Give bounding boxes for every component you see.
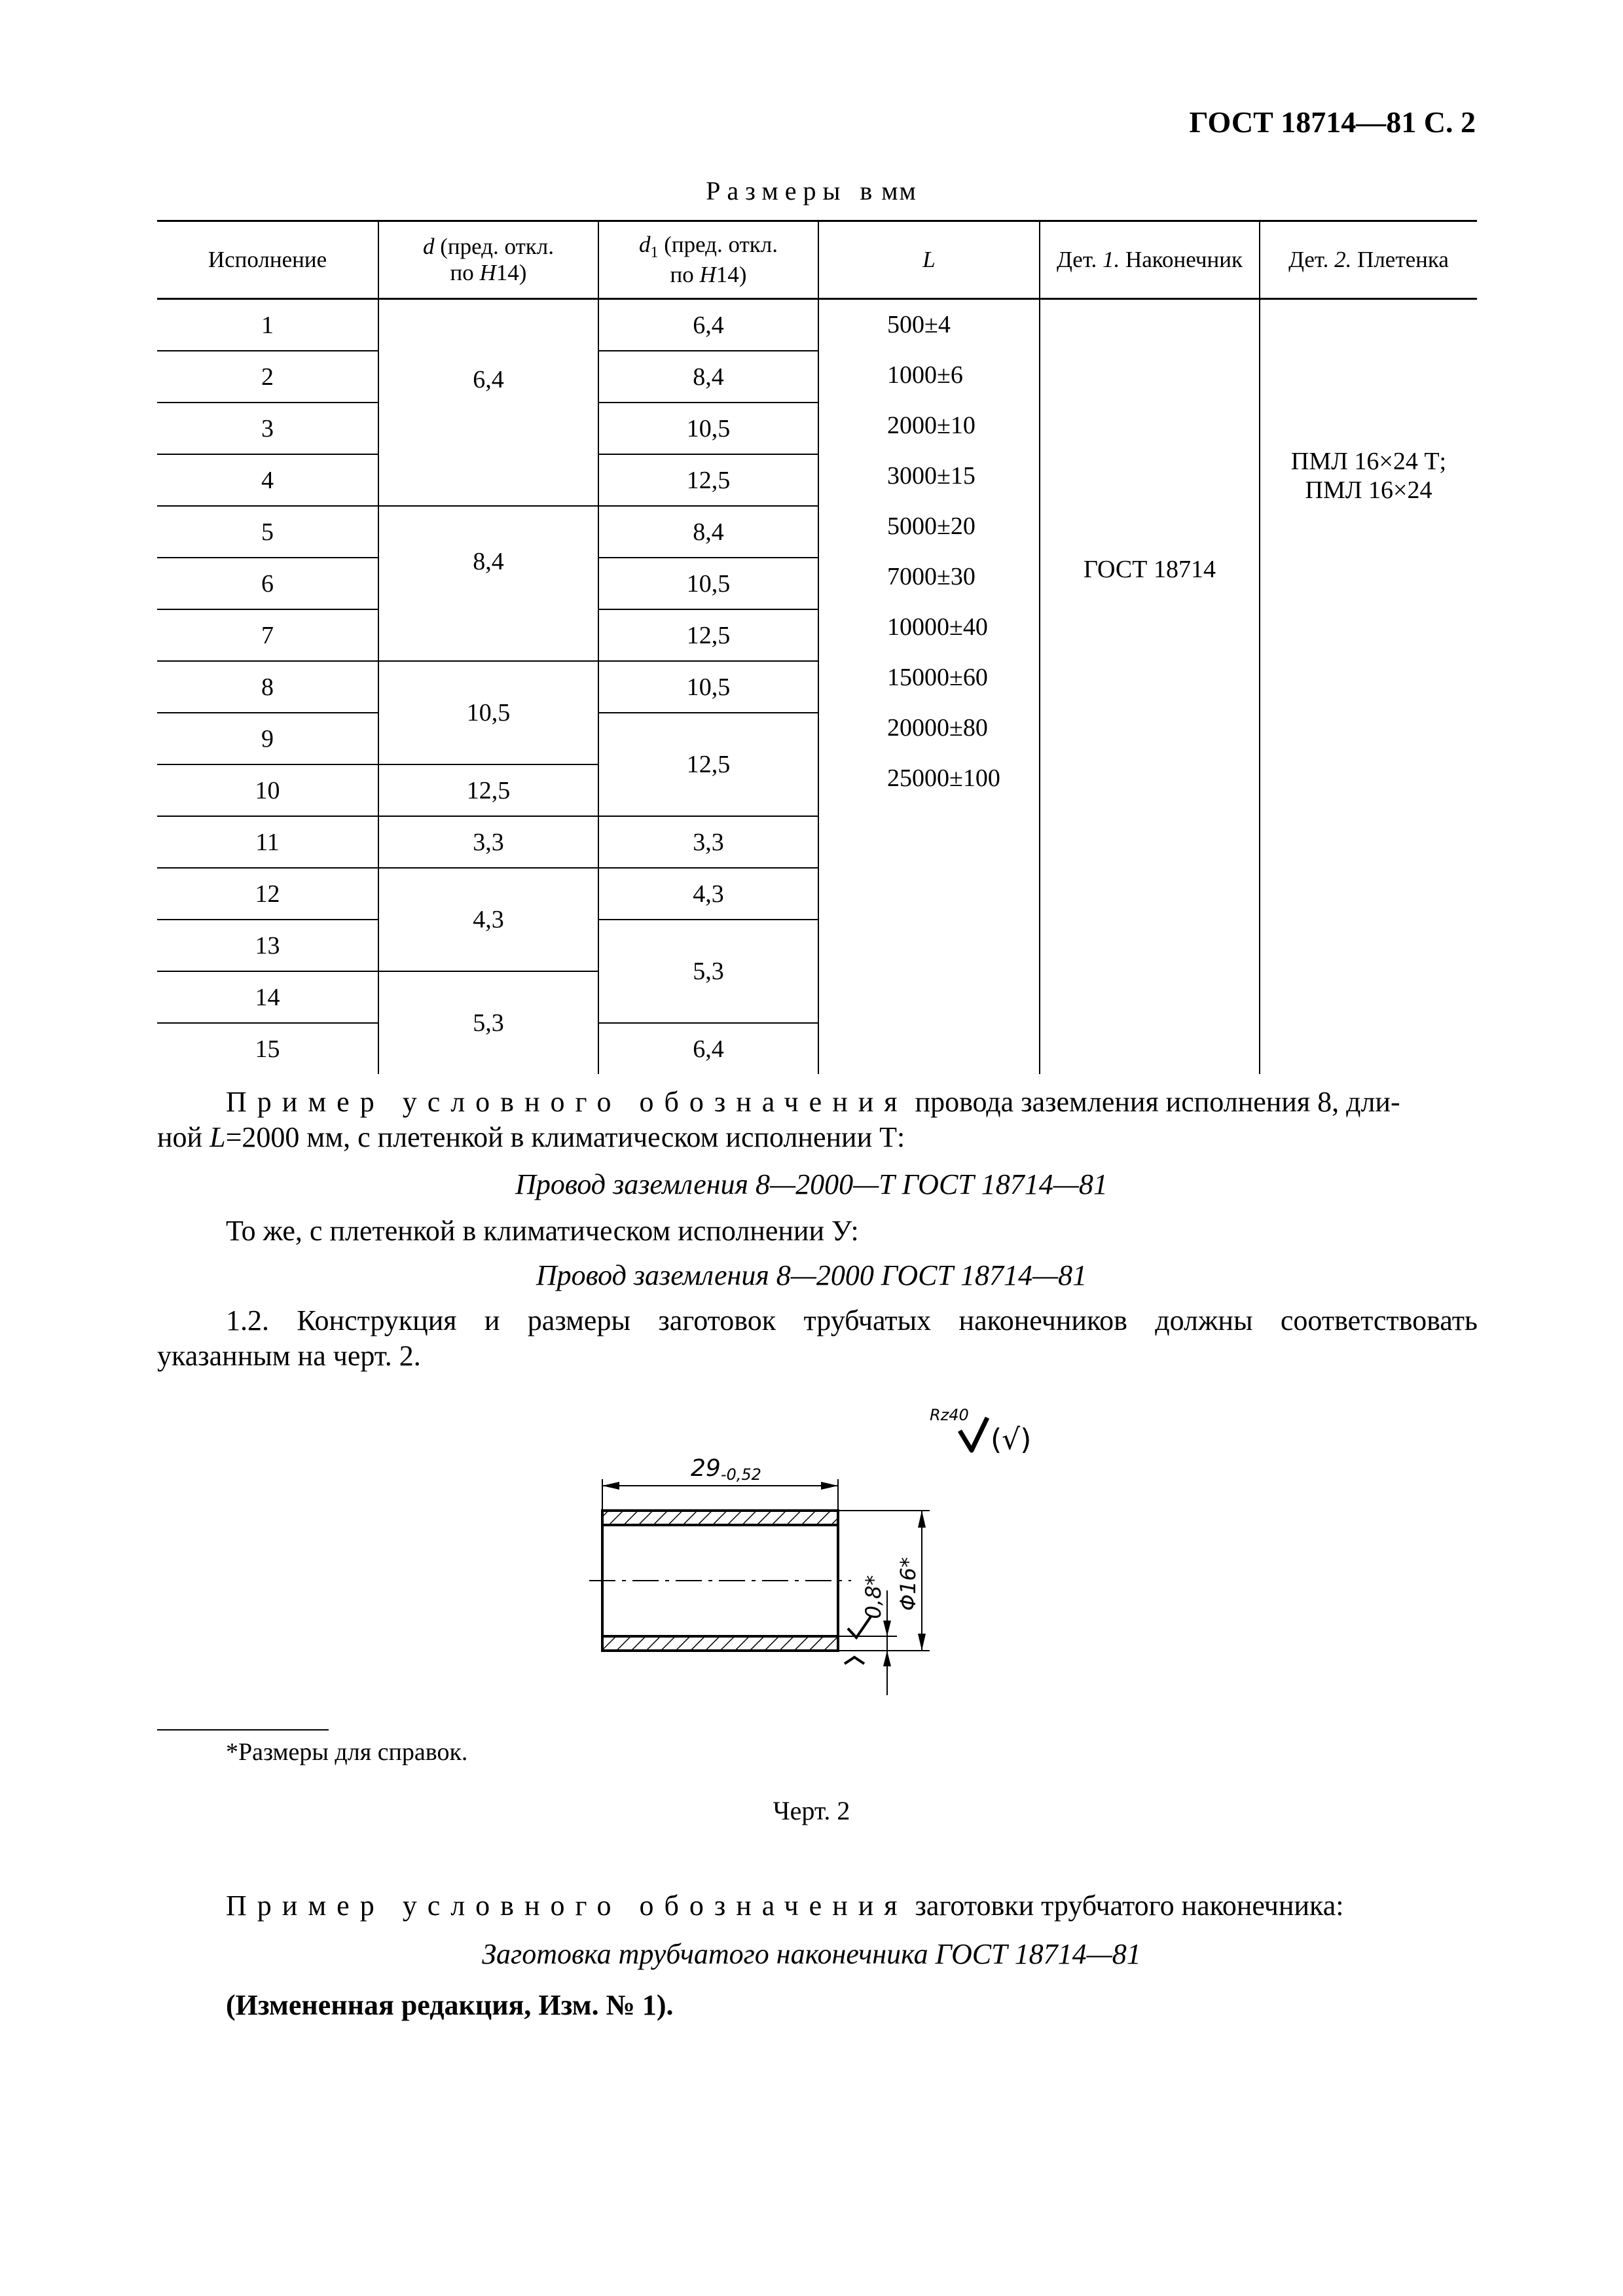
cell-d: 4,3 bbox=[378, 868, 598, 971]
amendment-note: (Измененная редакция, Изм. № 1). bbox=[226, 1989, 674, 2021]
technical-drawing bbox=[576, 1394, 1074, 1721]
cell-d: 6,4 bbox=[378, 299, 598, 507]
cell-ispolnenie: 10 bbox=[157, 764, 378, 816]
cell-d1: 12,5 bbox=[598, 454, 818, 506]
cell-d: 5,3 bbox=[378, 971, 598, 1074]
units-word: Размеры bbox=[706, 176, 847, 206]
cell-d1: 5,3 bbox=[598, 920, 818, 1023]
example1-line1: Пример условного обозначения провода заземления исполнения 8, дли- bbox=[226, 1086, 1400, 1118]
L-value: 1000±6 bbox=[887, 361, 963, 389]
cell-ispolnenie: 8 bbox=[157, 661, 378, 713]
cell-d1: 10,5 bbox=[598, 403, 818, 454]
cell-d1: 12,5 bbox=[598, 609, 818, 661]
cell-d: 10,5 bbox=[378, 661, 598, 764]
same-note: То же, с плетенкой в климатическом исполнении У: bbox=[226, 1215, 859, 1247]
length-label: 29-0,52 bbox=[691, 1455, 761, 1484]
L-value: 2000±10 bbox=[887, 412, 976, 439]
designation-formula-3: Заготовка трубчатого наконечника ГОСТ 18714—81 bbox=[482, 1938, 1141, 1970]
roughness-paren-label: (√) bbox=[991, 1423, 1032, 1456]
dimensions-table bbox=[157, 220, 1477, 1074]
cell-L-list bbox=[818, 299, 1040, 1075]
cell-ispolnenie: 9 bbox=[157, 713, 378, 764]
cell-ispolnenie: 1 bbox=[261, 311, 274, 339]
cell-d1: 4,3 bbox=[598, 868, 818, 920]
cell-ispolnenie: 11 bbox=[157, 816, 378, 868]
units-mm: в мм bbox=[860, 176, 917, 206]
units-label bbox=[0, 175, 1623, 206]
wall-label: 0,8* bbox=[861, 1575, 886, 1619]
cell-det1: ГОСТ 18714 bbox=[1040, 299, 1260, 1075]
cell-d1: 6,4 bbox=[598, 1023, 818, 1074]
L-value: 10000±40 bbox=[887, 613, 988, 641]
cell-ispolnenie: 2 bbox=[157, 351, 378, 403]
cell-d1: 6,4 bbox=[598, 299, 818, 351]
cell-ispolnenie: 15 bbox=[157, 1023, 378, 1074]
cell-d1: 8,4 bbox=[598, 506, 818, 558]
cell-d: 8,4 bbox=[378, 506, 598, 661]
figure-caption: Черт. 2 bbox=[773, 1796, 850, 1825]
paragraph-1-2-cont: указанным на черт. 2. bbox=[157, 1340, 421, 1372]
L-value: 5000±20 bbox=[887, 512, 976, 540]
col-ispolnenie: Исполнение bbox=[157, 221, 378, 299]
example2: Пример условного обозначения заготовки трубчатого наконечника: bbox=[226, 1890, 1344, 1922]
tube-section bbox=[589, 1511, 851, 1651]
cell-ispolnenie: 3 bbox=[157, 403, 378, 454]
cell-d: 3,3 bbox=[378, 816, 598, 868]
page-header: ГОСТ 18714—81 С. 2 bbox=[1189, 105, 1476, 139]
footnote: *Размеры для справок. bbox=[226, 1738, 468, 1766]
col-d: d (пред. откл. по H14) bbox=[378, 221, 598, 299]
table-row bbox=[157, 299, 1477, 351]
col-det1: Дет. 1. Наконечник bbox=[1040, 221, 1260, 299]
roughness-symbol bbox=[930, 1406, 1031, 1456]
roughness-label: Rz40 bbox=[930, 1406, 969, 1424]
table-header-row bbox=[157, 221, 1477, 299]
paragraph-1-2: 1.2. Конструкция и размеры заготовок трубчатых наконечников должны соответствовать bbox=[226, 1304, 1478, 1336]
length-dimension bbox=[602, 1455, 838, 1511]
cell-d1: 12,5 bbox=[598, 713, 818, 816]
designation-formula-2: Провод заземления 8—2000 ГОСТ 18714—81 bbox=[536, 1259, 1087, 1291]
cell-ispolnenie: 4 bbox=[157, 454, 378, 506]
cell-ispolnenie: 7 bbox=[157, 609, 378, 661]
col-d1: $d_1$ (пред. откл. по H14) bbox=[598, 221, 818, 299]
L-value: 20000±80 bbox=[887, 714, 988, 742]
cell-d1: 10,5 bbox=[598, 558, 818, 609]
col-L: L bbox=[818, 221, 1040, 299]
L-value: 15000±60 bbox=[887, 664, 988, 691]
cell-d: 12,5 bbox=[378, 764, 598, 816]
cell-det2: ПМЛ 16×24 Т; ПМЛ 16×24 bbox=[1260, 299, 1477, 1075]
cell-ispolnenie: 14 bbox=[157, 971, 378, 1023]
col-det2: Дет. 2. Плетенка bbox=[1260, 221, 1477, 299]
wall-dimension bbox=[838, 1575, 897, 1695]
L-value: 500±4 bbox=[887, 311, 951, 338]
designation-formula-1: Провод заземления 8—2000—Т ГОСТ 18714—81 bbox=[515, 1168, 1108, 1200]
L-value: 25000±100 bbox=[887, 764, 1000, 792]
example1-line2: ной L=2000 мм, с плетенкой в климатическом исполнении Т: bbox=[157, 1121, 905, 1153]
cell-ispolnenie: 6 bbox=[157, 558, 378, 609]
cell-ispolnenie: 12 bbox=[157, 868, 378, 920]
L-value: 7000±30 bbox=[887, 563, 976, 590]
cell-ispolnenie: 5 bbox=[157, 506, 378, 558]
cell-d1: 3,3 bbox=[598, 816, 818, 868]
cell-d1: 8,4 bbox=[598, 351, 818, 403]
cell-ispolnenie: 13 bbox=[157, 920, 378, 971]
footnote-rule bbox=[157, 1729, 329, 1731]
diameter-label: Φ16* bbox=[896, 1557, 921, 1611]
cell-d1: 10,5 bbox=[598, 661, 818, 713]
L-value: 3000±15 bbox=[887, 462, 976, 490]
